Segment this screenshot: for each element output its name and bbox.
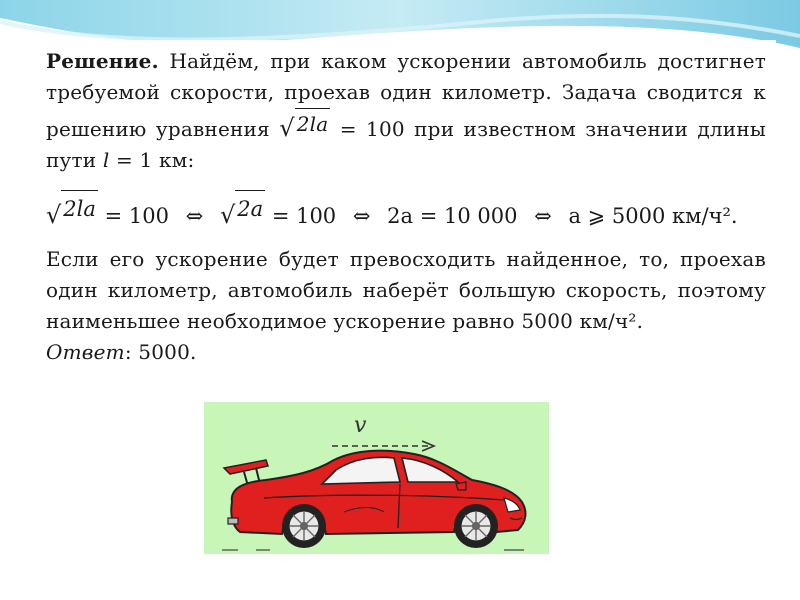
formula-sqrt-1: √ 2la bbox=[46, 190, 98, 227]
car-drawing bbox=[204, 402, 549, 554]
answer-line bbox=[46, 337, 766, 368]
formula-chain bbox=[46, 190, 766, 234]
solution-text-part1: Найдём, при каком ускорении автомобиль достигнет требуемой скорости, проехав один километр. Задача сводится к решению уравнения bbox=[46, 49, 766, 141]
velocity-symbol: v bbox=[354, 413, 367, 438]
formula-sqrt-1-radicand: 2la bbox=[61, 190, 98, 227]
inline-sqrt: √ 2la bbox=[279, 108, 330, 140]
formula-sqrt-2: √ 2a bbox=[220, 190, 265, 227]
conclusion-paragraph: Если его ускорение будет превосходить найденное, то, проехав один километр, автомобиль наберёт большую скорость, поэтому наименьшее необходимое ускорение равно 5000 км/ч². bbox=[46, 247, 766, 333]
answer-value: : 5000. bbox=[124, 340, 197, 364]
equiv-arrow-3: ⇔ bbox=[534, 204, 552, 228]
equiv-arrow-2: ⇔ bbox=[352, 204, 371, 228]
solution-paragraph bbox=[46, 46, 766, 176]
inline-sqrt-radicand: 2la bbox=[295, 108, 331, 140]
front-wheel bbox=[454, 504, 498, 548]
solution-label: Решение. bbox=[46, 49, 159, 73]
rear-wheel bbox=[282, 504, 326, 548]
formula-sqrt-2-radicand: 2a bbox=[235, 190, 265, 227]
car-illustration bbox=[204, 402, 549, 554]
formula-3: 2a = 10 000 bbox=[387, 204, 518, 228]
path-length-value: = 1 км: bbox=[116, 148, 195, 172]
answer-label: Ответ bbox=[46, 340, 125, 364]
equiv-arrow-1: ⇔ bbox=[185, 204, 204, 228]
solution-text-block bbox=[36, 40, 776, 395]
formula-2-rest: = 100 bbox=[271, 204, 337, 228]
formula-1-rest: = 100 bbox=[104, 204, 169, 228]
path-length-var: l bbox=[102, 148, 110, 172]
solution-text-part2: при известном значении длины пути bbox=[46, 117, 766, 172]
formula-4: a ⩾ 5000 км/ч². bbox=[568, 204, 738, 228]
velocity-arrow bbox=[332, 441, 434, 451]
inline-eq-rest: = 100 bbox=[339, 117, 405, 141]
